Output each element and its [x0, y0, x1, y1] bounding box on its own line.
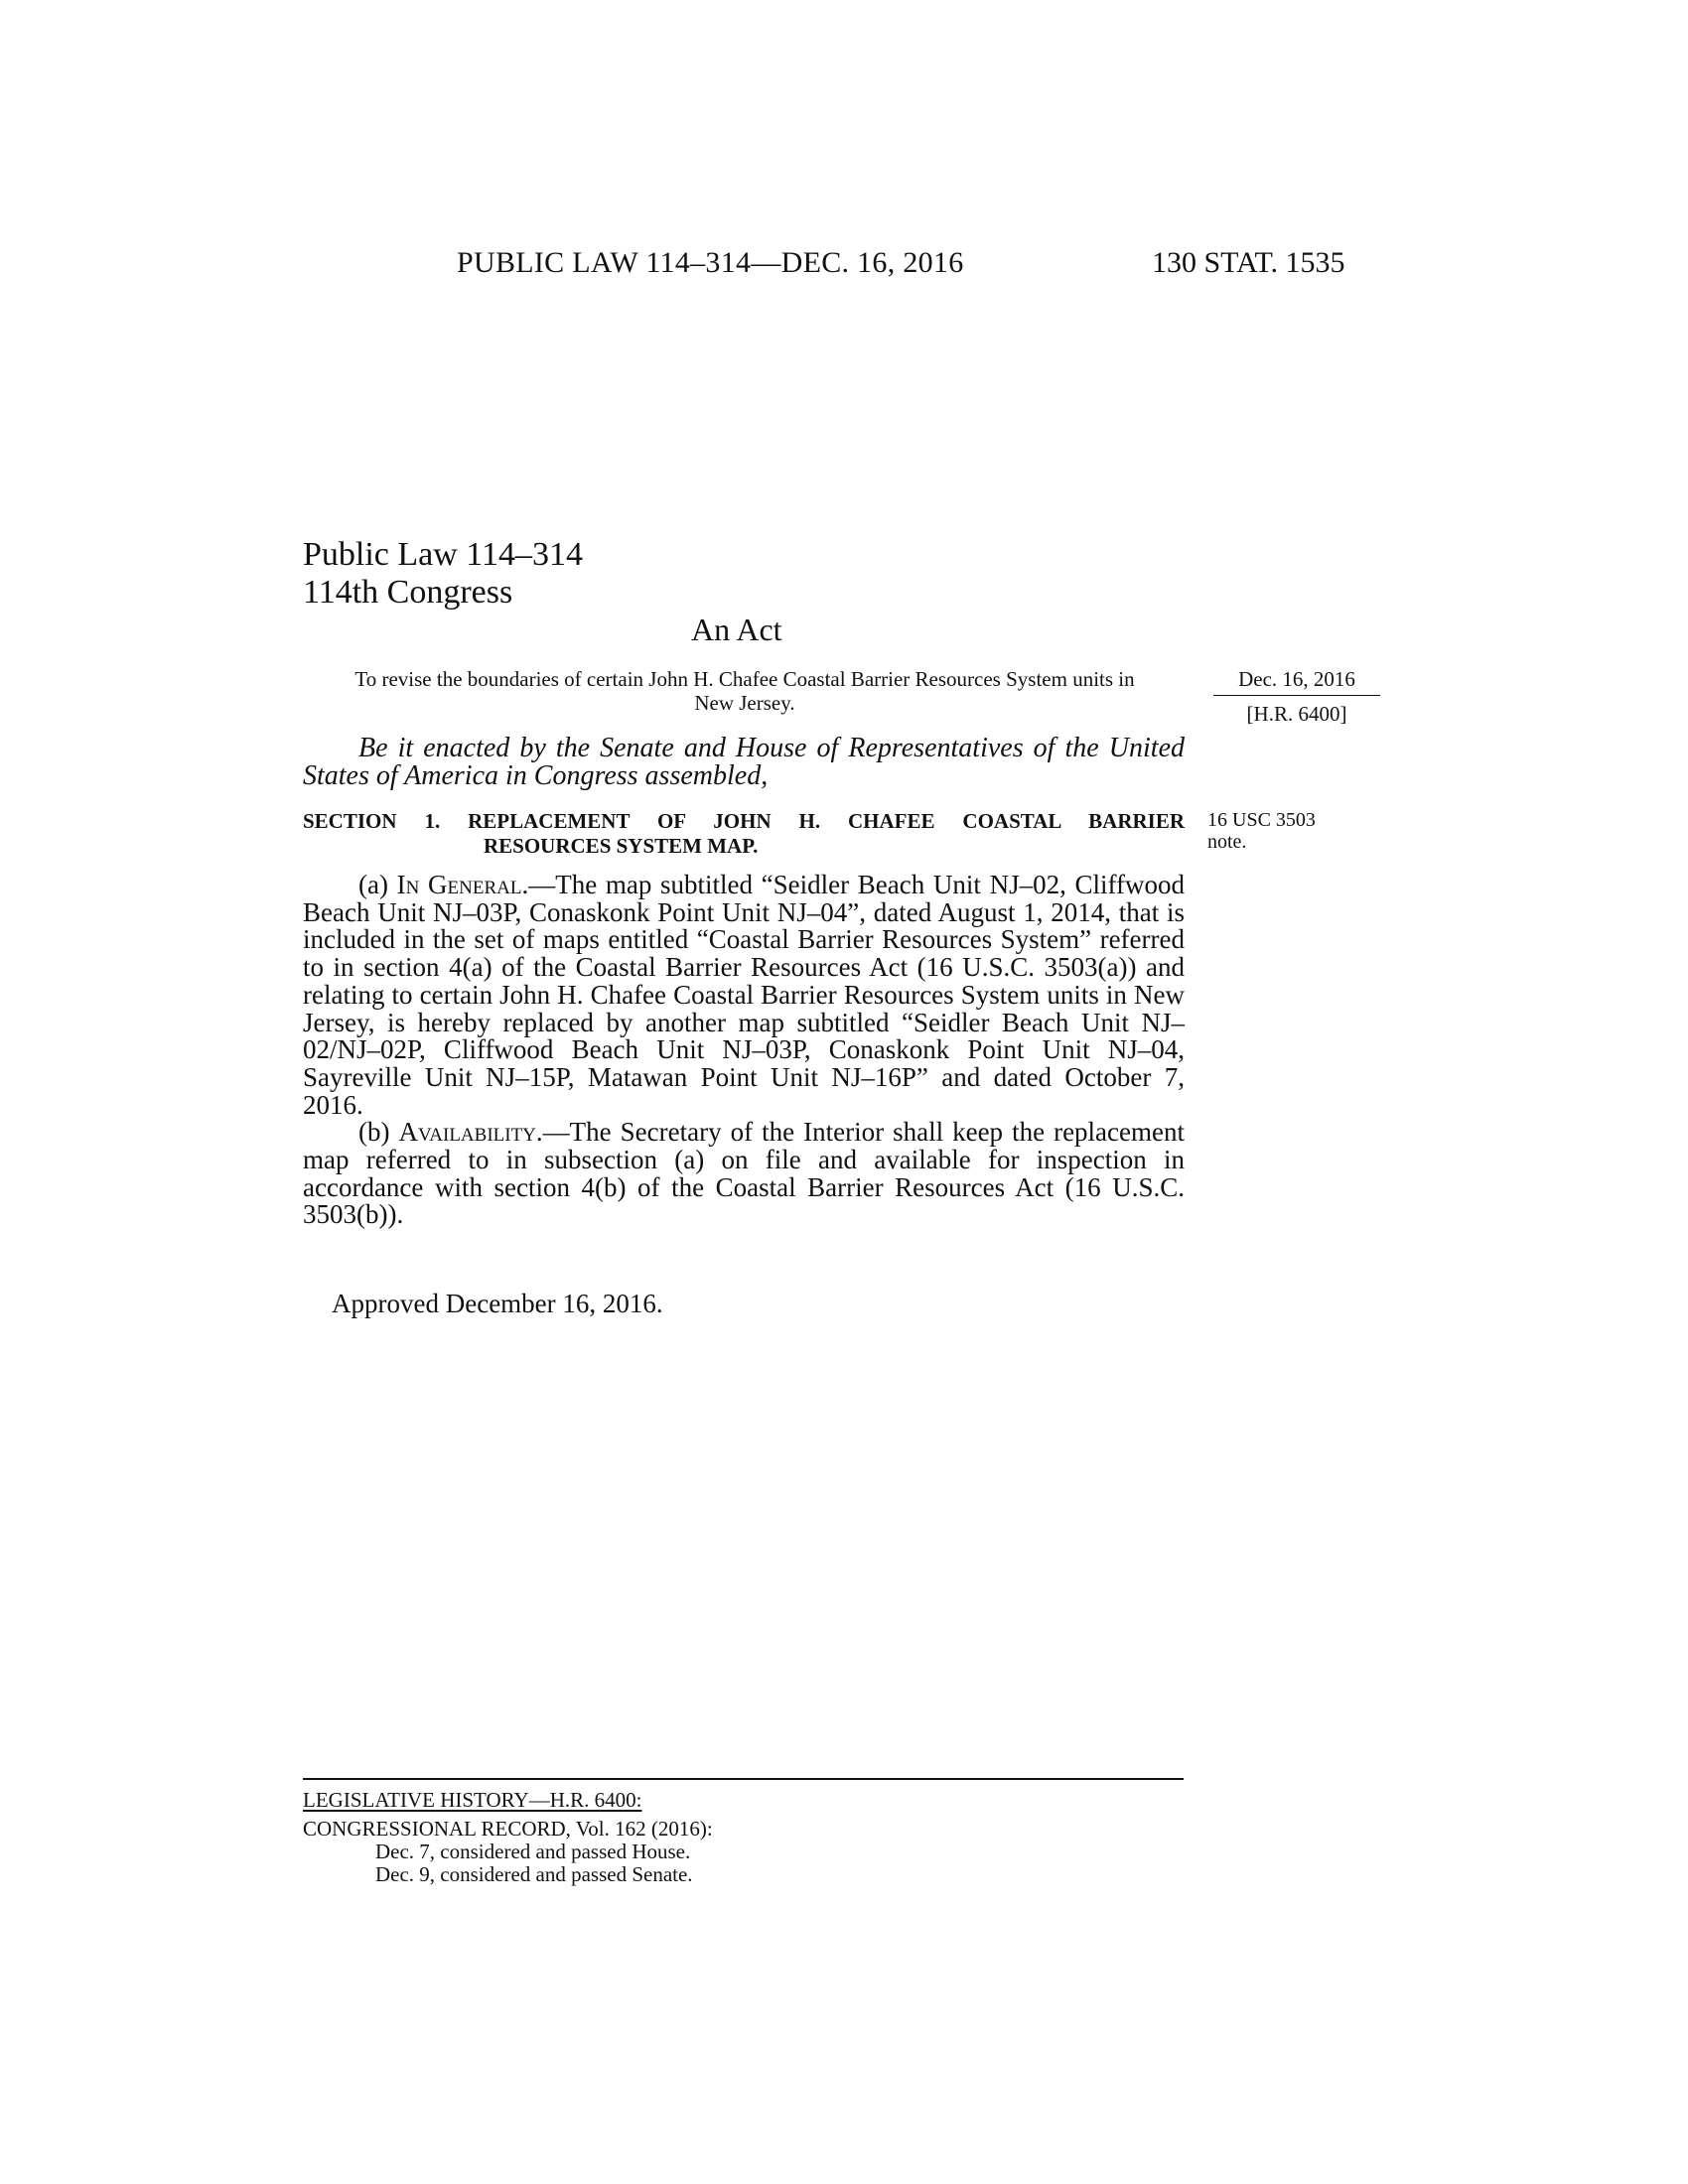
subsection-text: .—The Secretary of the Interior shall keep the replacement map referred to in subsection (a) on file and available for inspection in accordance with section 4(b) of the Coastal Barrier Resources Act (16 U.S.C. 3503(b)). — [303, 1117, 1185, 1230]
section-heading — [303, 809, 1185, 859]
congressional-record: CONGRESSIONAL RECORD, Vol. 162 (2016): — [303, 1817, 713, 1841]
law-number: Public Law 114–314 — [303, 536, 584, 573]
usc-citation: 16 USC 3503 — [1207, 809, 1316, 831]
bill-number: [H.R. 6400] — [1246, 702, 1347, 726]
subsection-a — [303, 872, 1185, 1119]
section-heading-line1: SECTION 1. REPLACEMENT OF JOHN H. CHAFEE COASTAL BARRIER — [303, 809, 1185, 833]
act-title: An Act — [691, 612, 782, 647]
history-entry: Dec. 7, considered and passed House. — [375, 1840, 691, 1863]
margin-date-note — [1213, 667, 1380, 726]
act-purpose: To revise the boundaries of certain John H. Chafee Coastal Barrier Resources System units in New Jersey. — [354, 667, 1135, 715]
margin-usc-note — [1207, 809, 1316, 853]
legislative-history — [303, 1789, 713, 1886]
subsection-b — [303, 1119, 1185, 1229]
congress-number: 114th Congress — [303, 574, 513, 611]
subsection-text: .—The map subtitled “Seidler Beach Unit NJ–02, Cliffwood Beach Unit NJ–03P, Conaskonk Point Unit NJ–04”, dated August 1, 2014, that is included in the set of maps entitled “Coastal Barrier Resources System” referred to in section 4(a) of the Coastal Barrier Resources Act (16 U.S.C. 3503(a)) and relating to certain John H. Chafee Coastal Barrier Resources System units in New Jersey, is hereby replaced by another map subtitled “Seidler Beach Unit NJ–02/NJ–02P, Cliffwood Beach Unit NJ–03P, Conaskonk Point Unit NJ–04, Sayreville Unit NJ–15P, Matawan Point Unit NJ–16P” and dated October 7, 2016. — [303, 870, 1185, 1120]
footnote-divider — [303, 1778, 1184, 1780]
law-heading — [303, 536, 583, 612]
enactment-date: Dec. 16, 2016 — [1213, 667, 1380, 696]
approval-line: Approved December 16, 2016. — [332, 1289, 663, 1318]
subsection-marker: (a) — [358, 870, 397, 899]
section-body — [303, 872, 1185, 1229]
section-heading-line2: RESOURCES SYSTEM MAP. — [484, 834, 759, 858]
running-head: PUBLIC LAW 114–314—DEC. 16, 2016 — [457, 246, 964, 279]
statute-page-number: 130 STAT. 1535 — [1152, 246, 1345, 279]
subsection-caption: Availability — [398, 1117, 536, 1148]
usc-note: note. — [1207, 831, 1247, 853]
subsection-marker: (b) — [358, 1117, 399, 1148]
history-entry: Dec. 9, considered and passed Senate. — [375, 1862, 693, 1886]
subsection-caption: In General — [396, 870, 522, 899]
enacting-clause — [303, 735, 1185, 790]
enacting-clause-text: Be it enacted by the Senate and House of Representatives of the United States of America in Congress assembled, — [303, 733, 1185, 791]
legislative-history-title: LEGISLATIVE HISTORY—H.R. 6400: — [303, 1788, 642, 1812]
